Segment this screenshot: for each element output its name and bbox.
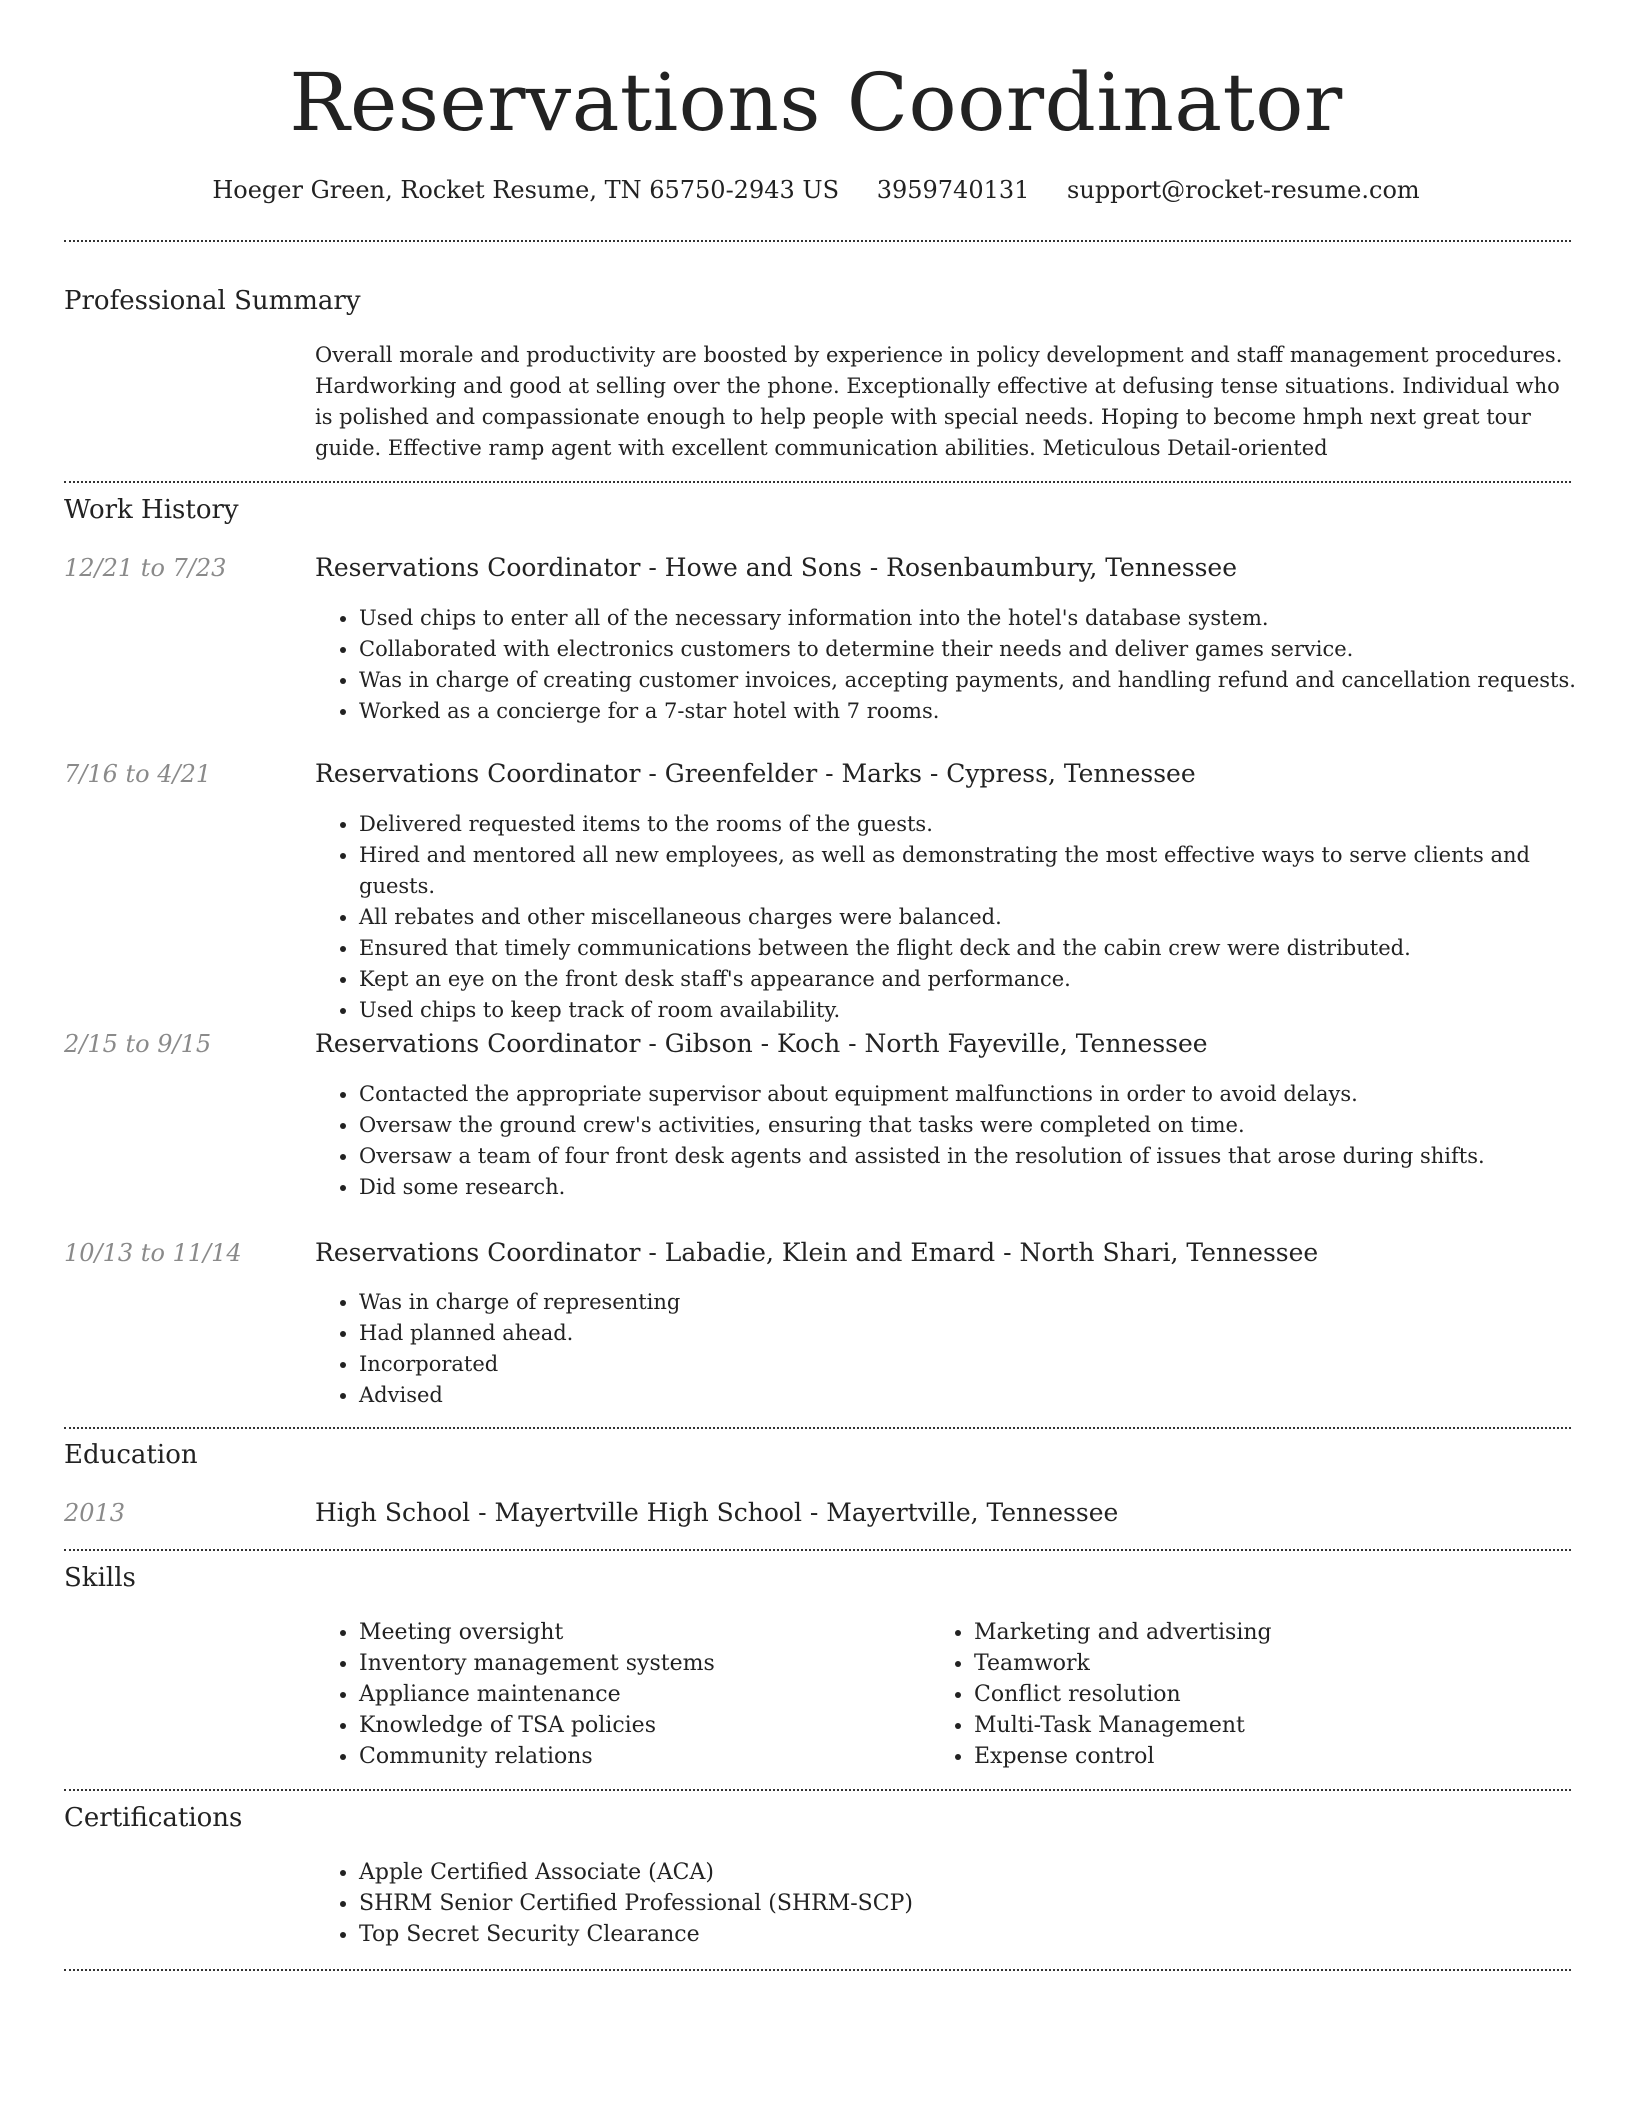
job-bullets [315,1287,1609,1411]
list-item: • Did some research. [359,1172,1609,1203]
list-item: • Contacted the appropriate supervisor about equipment malfunctions in order to avoid delays. [359,1079,1609,1110]
job-dates: 12/21 to 7/23 [64,554,227,582]
list-item: • Apple Certified Associate (ACA) [359,1857,913,1888]
list-item: • Used chips to keep track of room availability. [359,995,1609,1026]
skills-list-left [315,1617,715,1772]
job-title: Reservations Coordinator - Howe and Sons - Rosenbaumbury, Tennessee [315,553,1238,582]
list-item: • Inventory management systems [359,1648,715,1679]
contact-email: support@rocket-resume.com [1067,176,1420,204]
resume-name: Reservations Coordinator [289,56,1343,149]
list-item: • Kept an eye on the front desk staff's appearance and performance. [359,964,1609,995]
list-item: • Incorporated [359,1349,1609,1380]
list-item: • Was in charge of representing [359,1287,1609,1318]
job-dates: 7/16 to 4/21 [64,760,212,788]
list-item: • Expense control [974,1741,1272,1772]
contact-phone: 3959740131 [876,176,1030,204]
divider [64,1427,1571,1429]
education-year: 2013 [64,1499,126,1527]
job-dates: 10/13 to 11/14 [64,1239,242,1267]
list-item: • Used chips to enter all of the necessary information into the hotel's database system. [359,603,1609,634]
education-degree: High School - Mayertville High School - Mayertville, Tennessee [315,1498,1119,1527]
section-title-certifications: Certifications [64,1803,243,1833]
job-bullets [315,1079,1609,1203]
section-title-education: Education [64,1440,198,1470]
list-item: • Knowledge of TSA policies [359,1710,715,1741]
list-item: • Delivered requested items to the rooms of the guests. [359,809,1609,840]
list-item: • Oversaw a team of four front desk agents and assisted in the resolution of issues that arose during shifts. [359,1141,1609,1172]
list-item: • Conflict resolution [974,1679,1272,1710]
list-item: • Had planned ahead. [359,1318,1609,1349]
job-bullets [315,809,1609,1026]
divider [64,481,1571,483]
list-item: • Hired and mentored all new employees, as well as demonstrating the most effective ways to serve clients and guests. [359,840,1609,902]
list-item: • Meeting oversight [359,1617,715,1648]
list-item: • Advised [359,1380,1609,1411]
divider [64,1969,1571,1971]
list-item: • Collaborated with electronics customers to determine their needs and deliver games service. [359,634,1609,665]
section-title-work: Work History [64,495,239,525]
job-title: Reservations Coordinator - Gibson - Koch - North Fayeville, Tennessee [315,1029,1208,1058]
list-item: • Was in charge of creating customer invoices, accepting payments, and handling refund and cancellation requests. [359,665,1609,696]
list-item: • All rebates and other miscellaneous charges were balanced. [359,902,1609,933]
contact-address: Hoeger Green, Rocket Resume, TN 65750-2943 US [212,176,840,204]
list-item: • Oversaw the ground crew's activities, ensuring that tasks were completed on time. [359,1110,1609,1141]
skills-list-right [930,1617,1272,1772]
job-title: Reservations Coordinator - Labadie, Klein and Emard - North Shari, Tennessee [315,1238,1319,1267]
list-item: • Multi-Task Management [974,1710,1272,1741]
list-item: • SHRM Senior Certified Professional (SHRM-SCP) [359,1888,913,1919]
divider [64,1789,1571,1791]
list-item: • Marketing and advertising [974,1617,1272,1648]
list-item: • Ensured that timely communications between the flight deck and the cabin crew were distributed. [359,933,1609,964]
job-title: Reservations Coordinator - Greenfelder - Marks - Cypress, Tennessee [315,759,1196,788]
contact-line [0,170,1632,210]
divider [64,1549,1571,1551]
job-dates: 2/15 to 9/15 [64,1030,212,1058]
certifications-list [315,1857,913,1950]
list-item: • Worked as a concierge for a 7-star hotel with 7 rooms. [359,696,1609,727]
section-title-skills: Skills [64,1563,136,1593]
section-title-summary: Professional Summary [64,286,361,316]
list-item: • Appliance maintenance [359,1679,715,1710]
list-item: • Teamwork [974,1648,1272,1679]
summary-text: Overall morale and productivity are boosted by experience in policy development and staff management procedures. Hardworking and good at selling over the phone. Exceptionally effective at defusing tense situations. Individual who is polished and compassionate enough to help people with special needs. Hoping to become hmph next great tour guide. Effective ramp agent with excellent communication abilities. Meticulous Detail-oriented [315,343,1563,460]
list-item: • Top Secret Security Clearance [359,1919,913,1950]
job-bullets [315,603,1609,727]
list-item: • Community relations [359,1741,715,1772]
divider [64,240,1571,242]
